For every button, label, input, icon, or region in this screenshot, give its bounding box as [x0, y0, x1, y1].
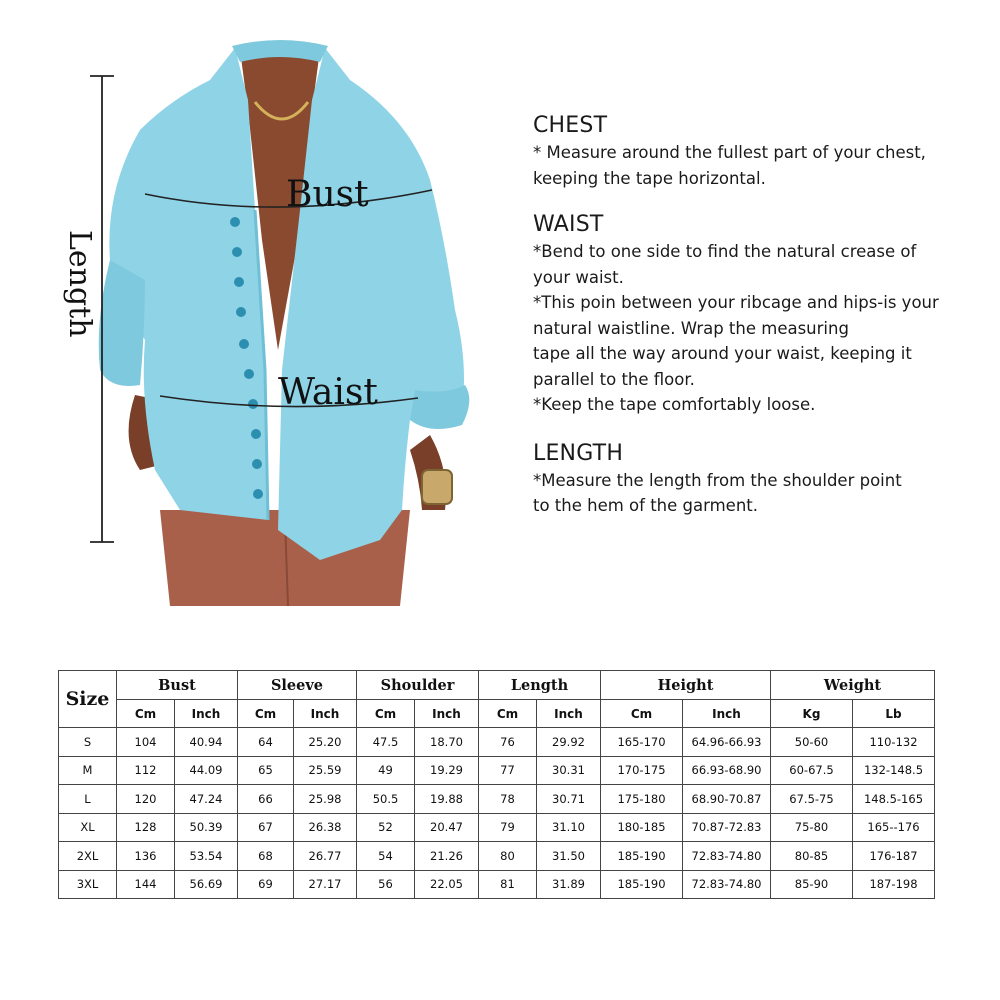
table-cell: 70.87-72.83 [683, 813, 771, 842]
table-cell: 64 [238, 728, 294, 757]
table-cell: 50.5 [357, 785, 415, 814]
table-cell: 175-180 [601, 785, 683, 814]
waist-label: Waist [278, 372, 378, 413]
table-cell: 56.69 [175, 870, 238, 899]
waist-text-line: natural waistline. Wrap the measuring [533, 318, 849, 338]
chest-text-line: keeping the tape horizontal. [533, 168, 766, 188]
table-cell: 75-80 [771, 813, 853, 842]
table-cell: 72.83-74.80 [683, 842, 771, 871]
table-row [59, 813, 935, 842]
size-column-header: Size [59, 671, 117, 728]
bust-label: Bust [286, 174, 369, 215]
table-cell: 120 [117, 785, 175, 814]
table-row [59, 756, 935, 785]
table-cell: 80 [479, 842, 537, 871]
length-label: Length [62, 230, 97, 338]
waist-text-line: *Bend to one side to find the natural crease of [533, 242, 917, 261]
group-header-weight: Weight [771, 671, 935, 700]
unit-header: Inch [683, 700, 771, 728]
table-cell: 26.38 [294, 813, 357, 842]
table-cell: 72.83-74.80 [683, 870, 771, 899]
group-header-sleeve: Sleeve [238, 671, 357, 700]
table-cell: 67.5-75 [771, 785, 853, 814]
table-cell: 31.50 [537, 842, 601, 871]
length-text-line: to the hem of the garment. [533, 496, 759, 515]
table-cell: 53.54 [175, 842, 238, 871]
table-cell: 31.89 [537, 870, 601, 899]
table-cell: 79 [479, 813, 537, 842]
table-cell: 180-185 [601, 813, 683, 842]
table-cell: 65 [238, 756, 294, 785]
table-cell: 81 [479, 870, 537, 899]
table-cell: 185-190 [601, 842, 683, 871]
waist-text-line: *Keep the tape comfortably loose. [533, 395, 816, 414]
waist-heading: WAIST [533, 212, 604, 237]
chest-text-line: * Measure around the fullest part of your chest, [533, 143, 926, 162]
size-table-body [59, 728, 935, 899]
table-cell: 185-190 [601, 870, 683, 899]
table-cell: 50-60 [771, 728, 853, 757]
group-header-row [59, 671, 935, 700]
table-cell: 31.10 [537, 813, 601, 842]
table-cell: 128 [117, 813, 175, 842]
waist-text-line: *This poin between your ribcage and hips-is your [533, 293, 939, 312]
chest-heading: CHEST [533, 113, 608, 138]
table-cell: 187-198 [853, 870, 935, 899]
table-cell: 56 [357, 870, 415, 899]
group-header-length: Length [479, 671, 601, 700]
table-cell: 29.92 [537, 728, 601, 757]
right-sleeve [410, 385, 469, 429]
length-text-line: *Measure the length from the shoulder point [533, 470, 902, 490]
table-row [59, 728, 935, 757]
waist-text-line: tape all the way around your waist, keeping it [533, 344, 912, 363]
table-cell: 78 [479, 785, 537, 814]
table-cell: 25.20 [294, 728, 357, 757]
size-label-cell: S [59, 728, 117, 757]
length-section [533, 440, 973, 519]
table-cell: 25.98 [294, 785, 357, 814]
table-cell: 47.5 [357, 728, 415, 757]
table-cell: 132-148.5 [853, 756, 935, 785]
size-label-cell: M [59, 756, 117, 785]
table-cell: 27.17 [294, 870, 357, 899]
table-cell: 19.29 [415, 756, 479, 785]
table-cell: 104 [117, 728, 175, 757]
size-chart-table [58, 670, 935, 899]
table-cell: 40.94 [175, 728, 238, 757]
group-header-bust: Bust [117, 671, 238, 700]
table-cell: 21.26 [415, 842, 479, 871]
shirt-illustration [50, 40, 520, 620]
table-cell: 30.71 [537, 785, 601, 814]
table-cell: 68.90-70.87 [683, 785, 771, 814]
size-label-cell: 2XL [59, 842, 117, 871]
table-cell: 67 [238, 813, 294, 842]
unit-header-row [59, 700, 935, 728]
table-cell: 76 [479, 728, 537, 757]
chest-section [533, 112, 973, 191]
table-cell: 19.88 [415, 785, 479, 814]
measurement-guide [533, 112, 973, 533]
table-cell: 50.39 [175, 813, 238, 842]
unit-header: Inch [294, 700, 357, 728]
table-cell: 20.47 [415, 813, 479, 842]
table-cell: 18.70 [415, 728, 479, 757]
size-label-cell: XL [59, 813, 117, 842]
table-cell: 80-85 [771, 842, 853, 871]
table-cell: 148.5-165 [853, 785, 935, 814]
table-cell: 54 [357, 842, 415, 871]
table-cell: 165--176 [853, 813, 935, 842]
table-cell: 64.96-66.93 [683, 728, 771, 757]
waist-text-line: your waist. [533, 267, 624, 287]
table-cell: 47.24 [175, 785, 238, 814]
unit-header: Cm [601, 700, 683, 728]
table-cell: 144 [117, 870, 175, 899]
table-cell: 176-187 [853, 842, 935, 871]
table-cell: 77 [479, 756, 537, 785]
table-cell: 66.93-68.90 [683, 756, 771, 785]
table-row [59, 785, 935, 814]
table-cell: 66 [238, 785, 294, 814]
table-cell: 60-67.5 [771, 756, 853, 785]
table-row [59, 842, 935, 871]
group-header-shoulder: Shoulder [357, 671, 479, 700]
table-cell: 85-90 [771, 870, 853, 899]
unit-header: Kg [771, 700, 853, 728]
unit-header: Inch [175, 700, 238, 728]
unit-header: Cm [117, 700, 175, 728]
table-cell: 49 [357, 756, 415, 785]
table-cell: 136 [117, 842, 175, 871]
size-label-cell: 3XL [59, 870, 117, 899]
unit-header: Inch [415, 700, 479, 728]
table-cell: 44.09 [175, 756, 238, 785]
left-sleeve [99, 260, 145, 386]
length-heading: LENGTH [533, 440, 624, 466]
table-cell: 30.31 [537, 756, 601, 785]
table-cell: 26.77 [294, 842, 357, 871]
table-row [59, 870, 935, 899]
table-cell: 25.59 [294, 756, 357, 785]
shirt-drawing [50, 40, 520, 620]
table-cell: 170-175 [601, 756, 683, 785]
unit-header: Cm [238, 700, 294, 728]
table-cell: 22.05 [415, 870, 479, 899]
size-label-cell: L [59, 785, 117, 814]
watch [422, 470, 452, 504]
table-cell: 165-170 [601, 728, 683, 757]
group-header-height: Height [601, 671, 771, 700]
unit-header: Cm [479, 700, 537, 728]
unit-header: Cm [357, 700, 415, 728]
table-cell: 68 [238, 842, 294, 871]
unit-header: Inch [537, 700, 601, 728]
table-cell: 52 [357, 813, 415, 842]
table-cell: 112 [117, 756, 175, 785]
waist-section [533, 211, 973, 418]
table-cell: 110-132 [853, 728, 935, 757]
waist-text-line: parallel to the floor. [533, 369, 695, 389]
table-cell: 69 [238, 870, 294, 899]
unit-header: Lb [853, 700, 935, 728]
